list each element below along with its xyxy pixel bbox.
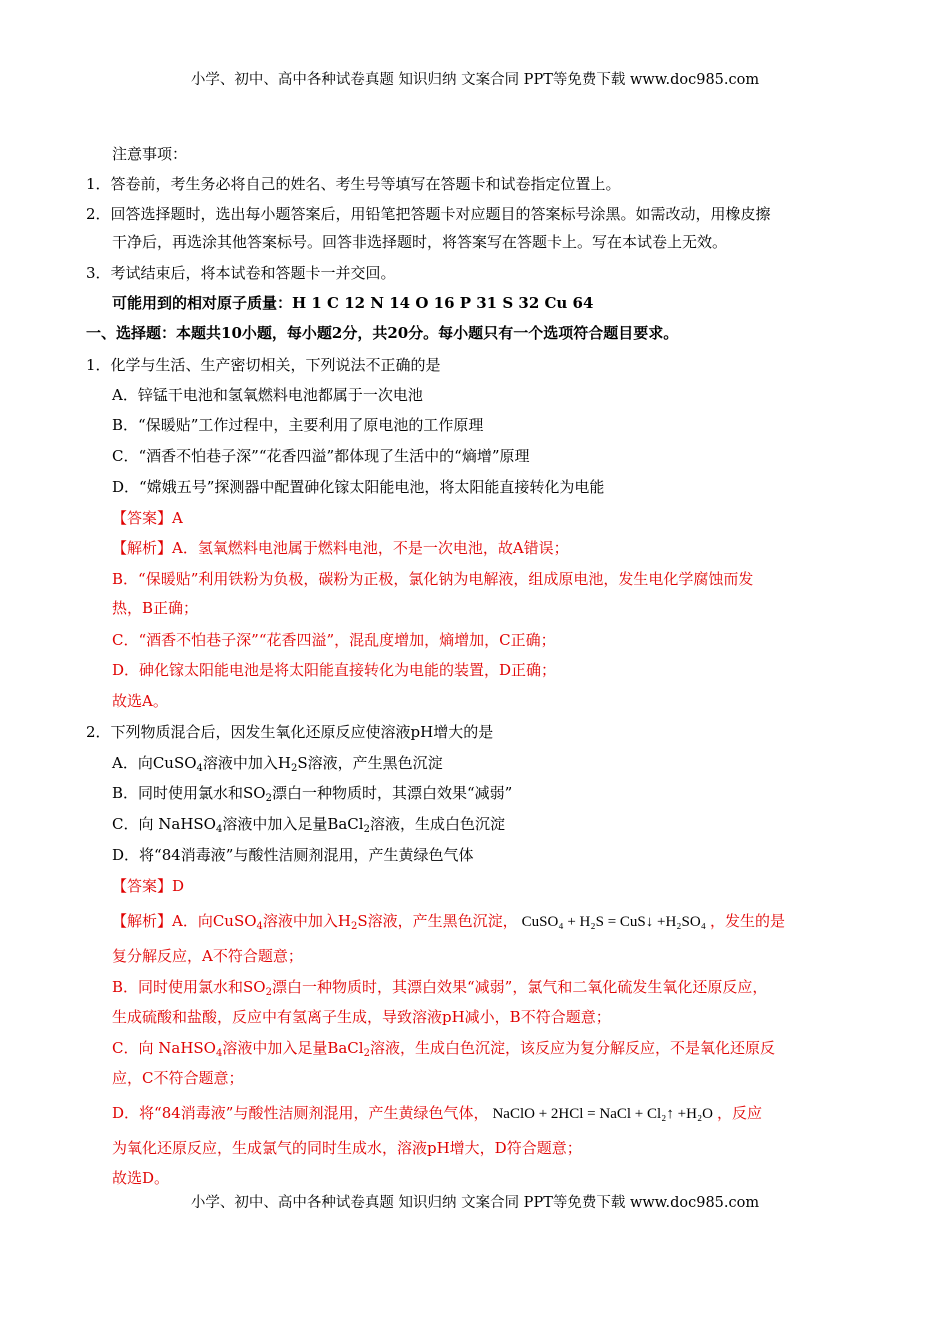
atomic-mass-line: 可能用到的相对原子质量：H 1 C 12 N 14 O 16 P 31 S 32 Cu 64 — [112, 294, 594, 312]
q1-explanation-c: C．“酒香不怕巷子深”“花香四溢”，混乱度增加，熵增加，C正确； — [112, 631, 556, 649]
q2-option-c-post: 溶液，生成白色沉淀 — [369, 815, 505, 833]
q2-exp-d-pre: D．将“84消毒液”与酸性洁厕剂混用，产生黄绿色气体， — [112, 1104, 489, 1122]
q1-explanation-d: D．砷化镓太阳能电池是将太阳能直接转化为电能的装置，D正确； — [112, 661, 557, 679]
q1-explanation-b-line-1: B．“保暖贴”利用铁粉为负极，碳粉为正极，氯化钠为电解液，组成原电池，发生电化学腐蚀而发 — [112, 570, 754, 588]
q2-option-b — [112, 782, 512, 804]
q2-option-a-sub: 4 — [196, 763, 203, 774]
q2-exp-a-pre: 【解析】A．向CuSO — [112, 912, 257, 930]
q2-exp-b-sub: 2 — [265, 987, 272, 998]
q2-option-a-sub2: 2 — [291, 763, 298, 774]
q2-option-c — [112, 813, 505, 835]
q2-exp-c-sub: 4 — [215, 1048, 223, 1059]
notice-item-1: 1．答卷前，考生务必将自己的姓名、考生号等填写在答题卡和试卷指定位置上。 — [86, 175, 621, 193]
page-footer: 小学、初中、高中各种试卷真题 知识归纳 文案合同 PPT等免费下载 www.doc985.com — [190, 1195, 760, 1211]
notice-item-2-line-1: 2．回答选择题时，选出每小题答案后，用铅笔把答题卡对应题目的答案标号涂黑。如需改动，用橡皮擦 — [86, 205, 771, 223]
q2-option-c-sub2: 2 — [363, 824, 370, 835]
q2-exp-b-pre: B．同时使用氯水和SO — [112, 978, 266, 996]
page-header: 小学、初中、高中各种试卷真题 知识归纳 文案合同 PPT等免费下载 www.doc985.com — [190, 72, 760, 88]
q2-exp-c-mid: 溶液中加入足量BaCl — [222, 1039, 364, 1057]
q2-option-b-post: 漂白一种物质时，其漂白效果“减弱” — [271, 784, 513, 802]
q2-stem: 2．下列物质混合后，因发生氧化还原反应使溶液pH增大的是 — [86, 723, 494, 741]
q2-option-d: D．将“84消毒液”与酸性洁厕剂混用，产生黄绿色气体 — [112, 846, 474, 864]
q2-option-a-mid: 溶液中加入H — [202, 754, 292, 772]
q2-explanation-d-line-2: 为氧化还原反应，生成氯气的同时生成水，溶液pH增大，D符合题意； — [112, 1139, 582, 1157]
q2-explanation-b-line-1 — [112, 976, 767, 998]
q2-exp-c-post: 溶液，生成白色沉淀，该反应为复分解反应，不是氧化还原反 — [369, 1039, 775, 1057]
q1-option-c: C．“酒香不怕巷子深”“花香四溢”都体现了生活中的“熵增”原理 — [112, 447, 530, 465]
q2-exp-a-mid: 溶液中加入H — [262, 912, 352, 930]
q2-exp-a-sub: 4 — [256, 921, 263, 932]
q2-option-b-sub: 2 — [265, 793, 272, 804]
q2-exp-d-tail: ，反应 — [717, 1104, 763, 1122]
q1-answer: 【答案】A — [112, 509, 183, 527]
q2-explanation-d-line-1 — [112, 1102, 762, 1125]
q1-conclusion: 故选A。 — [112, 692, 168, 710]
q2-exp-a-sub2: 2 — [351, 921, 358, 932]
q1-option-a: A．锌锰干电池和氢氧燃料电池都属于一次电池 — [112, 386, 423, 404]
q2-option-b-pre: B．同时使用氯水和SO — [112, 784, 266, 802]
q2-option-a — [112, 752, 443, 774]
q2-exp-c-pre: C．向 NaHSO — [112, 1039, 216, 1057]
q2-exp-b-post: 漂白一种物质时，其漂白效果“减弱”，氯气和二氧化硫发生氧化还原反应， — [271, 978, 768, 996]
q1-option-b: B．“保暖贴”工作过程中，主要利用了原电池的工作原理 — [112, 416, 484, 434]
q1-option-d: D．“嫦娥五号”探测器中配置砷化镓太阳能电池，将太阳能直接转化为电能 — [112, 478, 605, 496]
q2-option-a-pre: A．向CuSO — [112, 754, 197, 772]
q2-option-c-mid: 溶液中加入足量BaCl — [222, 815, 364, 833]
equation-naclo-hcl: NaClO + 2HCl = NaCl + Cl₂↑ +H₂O — [492, 1106, 713, 1122]
q2-explanation-a-line-1 — [112, 910, 785, 933]
q1-explanation-a: 【解析】A．氢氧燃料电池属于燃料电池，不是一次电池，故A错误； — [112, 539, 569, 557]
q1-explanation-b-line-2: 热，B正确； — [112, 599, 199, 617]
q2-explanation-a-line-2: 复分解反应，A不符合题意； — [112, 947, 303, 965]
q2-exp-a-post: S溶液，产生黑色沉淀， — [357, 912, 518, 930]
q2-option-c-sub: 4 — [215, 824, 223, 835]
q2-option-c-pre: C．向 NaHSO — [112, 815, 216, 833]
q2-explanation-c-line-1 — [112, 1037, 775, 1059]
notice-item-2-line-2: 干净后，再选涂其他答案标号。回答非选择题时，将答案写在答题卡上。写在本试卷上无效。 — [112, 233, 728, 251]
notice-item-3: 3．考试结束后，将本试卷和答题卡一并交回。 — [86, 264, 396, 282]
q2-explanation-c-line-2: 应，C不符合题意； — [112, 1069, 244, 1087]
q2-exp-c-sub2: 2 — [363, 1048, 370, 1059]
equation-cuso4-h2s: CuSO₄ + H₂S = CuS↓ +H₂SO₄ — [521, 914, 706, 930]
q1-stem: 1．化学与生活、生产密切相关，下列说法不正确的是 — [86, 356, 441, 374]
q2-conclusion: 故选D。 — [112, 1169, 170, 1187]
q2-explanation-b-line-2: 生成硫酸和盐酸，反应中有氢离子生成，导致溶液pH减小，B不符合题意； — [112, 1008, 611, 1026]
q2-exp-a-tail: ，发生的是 — [709, 912, 785, 930]
q2-option-a-post: S溶液，产生黑色沉淀 — [297, 754, 443, 772]
section-1-title: 一、选择题：本题共10小题，每小题2分，共20分。每小题只有一个选项符合题目要求。 — [86, 324, 679, 342]
q2-answer: 【答案】D — [112, 877, 185, 895]
notice-title: 注意事项： — [112, 145, 188, 163]
